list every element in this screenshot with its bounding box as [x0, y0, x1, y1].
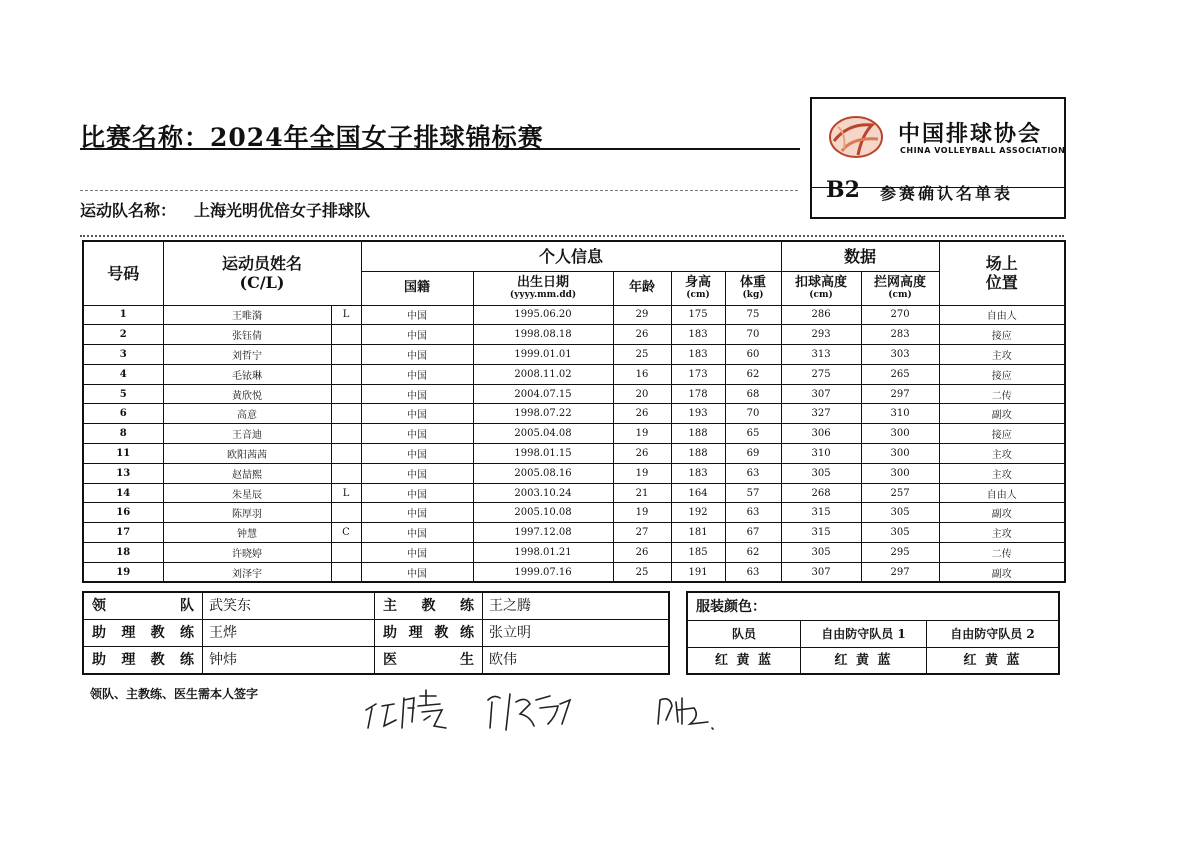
- signature-note: 领队、主教练、医生需本人签字: [90, 687, 259, 701]
- uniform-colors-box: [686, 591, 1060, 675]
- table-row: [83, 325, 1065, 345]
- player-age: 21: [613, 483, 671, 503]
- player-nationality: 中国: [361, 325, 473, 345]
- name-header-label: 运动员姓名: [222, 254, 303, 274]
- player-spike-height: 310: [781, 444, 861, 464]
- player-nationality: 中国: [361, 444, 473, 464]
- roster-body: [83, 305, 1065, 582]
- player-weight: 63: [725, 503, 781, 523]
- table-row: [83, 562, 1065, 582]
- player-weight: 70: [725, 325, 781, 345]
- association-logo-box: [810, 97, 1066, 219]
- player-number: 8: [83, 424, 163, 444]
- position-header-label2: 位置: [985, 273, 1018, 293]
- player-role-mark: [331, 345, 361, 365]
- player-age: 16: [613, 364, 671, 384]
- player-height: 193: [671, 404, 725, 424]
- head-coach-label: 主 教 练: [374, 593, 482, 619]
- number-header: 号码: [83, 241, 163, 305]
- player-name: 张钰倩: [163, 325, 331, 345]
- player-block-height: 300: [861, 463, 939, 483]
- player-birth-date: 1999.01.01: [473, 345, 613, 365]
- player-block-height: 295: [861, 543, 939, 563]
- form-code: B2: [826, 177, 860, 203]
- player-number: 4: [83, 364, 163, 384]
- player-role-mark: [331, 562, 361, 582]
- divider: [80, 235, 1064, 237]
- birth-header-label: 出生日期: [517, 275, 570, 290]
- player-block-height: 257: [861, 483, 939, 503]
- player-role-mark: [331, 444, 361, 464]
- player-name: 陈厚羽: [163, 503, 331, 523]
- player-name: 许晓婷: [163, 543, 331, 563]
- player-height: 183: [671, 325, 725, 345]
- player-birth-date: 1995.06.20: [473, 305, 613, 325]
- player-block-height: 297: [861, 384, 939, 404]
- player-nationality: 中国: [361, 562, 473, 582]
- player-nationality: 中国: [361, 404, 473, 424]
- player-position: 接应: [939, 424, 1065, 444]
- player-spike-height: 327: [781, 404, 861, 424]
- player-spike-height: 315: [781, 523, 861, 543]
- player-nationality: 中国: [361, 364, 473, 384]
- player-position: 主攻: [939, 523, 1065, 543]
- player-position: 副攻: [939, 562, 1065, 582]
- player-name: 欧阳茜茜: [163, 444, 331, 464]
- table-row: [83, 463, 1065, 483]
- player-uniform-header: 队员: [731, 627, 756, 641]
- player-birth-date: 2008.11.02: [473, 364, 613, 384]
- table-row: [83, 384, 1065, 404]
- player-weight: 68: [725, 384, 781, 404]
- player-height: 188: [671, 444, 725, 464]
- player-spike-height: 275: [781, 364, 861, 384]
- table-row: [83, 444, 1065, 464]
- team-label: 运动队名称：: [80, 201, 177, 220]
- position-header: [939, 241, 1065, 305]
- assistant-coach-name: 张立明: [482, 620, 668, 646]
- association-name-cn: 中国排球协会: [898, 121, 1043, 147]
- volleyball-emblem-icon: [828, 115, 884, 159]
- player-position: 接应: [939, 325, 1065, 345]
- staff-row: [84, 647, 668, 673]
- player-number: 5: [83, 384, 163, 404]
- player-spike-height: 307: [781, 384, 861, 404]
- birth-format-label: (yyyy.mm.dd): [509, 290, 577, 300]
- team-name: 上海光明优倍女子排球队: [194, 201, 371, 220]
- player-block-height: 265: [861, 364, 939, 384]
- player-weight: 65: [725, 424, 781, 444]
- assistant-coach-label: 助 理 教 练: [92, 652, 194, 668]
- player-height: 183: [671, 463, 725, 483]
- player-position: 二传: [939, 384, 1065, 404]
- staff-row: [84, 620, 668, 647]
- player-spike-height: 293: [781, 325, 861, 345]
- player-number: 1: [83, 305, 163, 325]
- table-row: [83, 345, 1065, 365]
- player-name: 钟慧: [163, 523, 331, 543]
- player-name: 黄欣悦: [163, 384, 331, 404]
- assistant-coach-label: 助 理 教 练: [92, 625, 194, 641]
- player-nationality: 中国: [361, 543, 473, 563]
- player-nationality: 中国: [361, 483, 473, 503]
- player-number: 13: [83, 463, 163, 483]
- table-row: [83, 424, 1065, 444]
- association-name-en: CHINA VOLLEYBALL ASSOCIATION: [900, 146, 1066, 155]
- player-block-height: 283: [861, 325, 939, 345]
- player-height: 191: [671, 562, 725, 582]
- player-role-mark: L: [331, 483, 361, 503]
- table-row: [83, 305, 1065, 325]
- player-position: 自由人: [939, 483, 1065, 503]
- player-weight: 69: [725, 444, 781, 464]
- table-row: [83, 523, 1065, 543]
- player-name: 赵喆熙: [163, 463, 331, 483]
- player-block-height: 305: [861, 503, 939, 523]
- player-number: 2: [83, 325, 163, 345]
- title-underline: [80, 148, 800, 150]
- doctor-name: 欧伟: [482, 647, 668, 673]
- player-birth-date: 1998.01.21: [473, 543, 613, 563]
- competition-name: 2024年全国女子排球锦标赛: [210, 123, 544, 152]
- player-birth-date: 1998.08.18: [473, 325, 613, 345]
- player-uniform-colors: 红 黄 蓝: [714, 653, 774, 668]
- birth-header: [473, 271, 613, 305]
- assistant-coach-label: 助 理 教 练: [374, 620, 482, 646]
- unit-label: (cm): [686, 290, 710, 300]
- player-age: 25: [613, 345, 671, 365]
- unit-label: (kg): [742, 290, 764, 300]
- player-weight: 63: [725, 463, 781, 483]
- player-role-mark: [331, 503, 361, 523]
- player-spike-height: 305: [781, 543, 861, 563]
- player-birth-date: 1998.01.15: [473, 444, 613, 464]
- libero2-uniform-colors: 红 黄 蓝: [926, 648, 1058, 673]
- player-nationality: 中国: [361, 463, 473, 483]
- player-role-mark: C: [331, 523, 361, 543]
- leader-name: 武笑东: [202, 593, 374, 619]
- player-weight: 70: [725, 404, 781, 424]
- block-header: [861, 271, 939, 305]
- player-name: 王唯漪: [163, 305, 331, 325]
- assistant-coach-name: 王烨: [202, 620, 374, 646]
- age-header: 年龄: [613, 271, 671, 305]
- player-nationality: 中国: [361, 424, 473, 444]
- player-birth-date: 1997.12.08: [473, 523, 613, 543]
- table-row: [83, 503, 1065, 523]
- uniform-title-row: [688, 593, 1058, 621]
- player-spike-height: 306: [781, 424, 861, 444]
- uniform-header-row: [688, 621, 1058, 648]
- player-name: 高意: [163, 404, 331, 424]
- player-height: 164: [671, 483, 725, 503]
- position-header-label: 场上: [985, 254, 1018, 274]
- weight-header-label: 体重: [740, 275, 767, 290]
- table-row: [83, 364, 1065, 384]
- player-name: 朱星辰: [163, 483, 331, 503]
- unit-label: (cm): [809, 290, 833, 300]
- player-nationality: 中国: [361, 345, 473, 365]
- player-height: 173: [671, 364, 725, 384]
- player-spike-height: 313: [781, 345, 861, 365]
- player-weight: 62: [725, 543, 781, 563]
- player-number: 6: [83, 404, 163, 424]
- height-header: [671, 271, 725, 305]
- spike-header: [781, 271, 861, 305]
- data-header: 数据: [781, 241, 939, 271]
- player-nationality: 中国: [361, 305, 473, 325]
- player-age: 19: [613, 463, 671, 483]
- player-nationality: 中国: [361, 503, 473, 523]
- player-height: 185: [671, 543, 725, 563]
- player-number: 17: [83, 523, 163, 543]
- staff-box: [82, 591, 670, 675]
- player-age: 25: [613, 562, 671, 582]
- player-position: 副攻: [939, 503, 1065, 523]
- player-number: 18: [83, 543, 163, 563]
- form-name: 参赛确认名单表: [880, 184, 1014, 203]
- player-position: 主攻: [939, 444, 1065, 464]
- player-spike-height: 305: [781, 463, 861, 483]
- player-nationality: 中国: [361, 523, 473, 543]
- doctor-label: 医 生: [374, 647, 482, 673]
- player-height: 181: [671, 523, 725, 543]
- team-line: [80, 198, 370, 221]
- player-role-mark: [331, 543, 361, 563]
- player-spike-height: 286: [781, 305, 861, 325]
- player-age: 26: [613, 444, 671, 464]
- player-block-height: 270: [861, 305, 939, 325]
- nationality-header: 国籍: [361, 271, 473, 305]
- player-role-mark: [331, 404, 361, 424]
- libero2-uniform-header: 自由防守队员 2: [926, 621, 1058, 647]
- player-birth-date: 1999.07.16: [473, 562, 613, 582]
- player-height: 188: [671, 424, 725, 444]
- staff-row: [84, 593, 668, 620]
- player-age: 27: [613, 523, 671, 543]
- divider: [80, 190, 798, 191]
- player-position: 二传: [939, 543, 1065, 563]
- player-birth-date: 2004.07.15: [473, 384, 613, 404]
- player-height: 183: [671, 345, 725, 365]
- player-block-height: 300: [861, 424, 939, 444]
- player-number: 11: [83, 444, 163, 464]
- player-spike-height: 315: [781, 503, 861, 523]
- player-name: 刘泽宇: [163, 562, 331, 582]
- player-role-mark: [331, 364, 361, 384]
- player-block-height: 300: [861, 444, 939, 464]
- player-block-height: 305: [861, 523, 939, 543]
- player-age: 26: [613, 543, 671, 563]
- uniform-title: 服装颜色：: [696, 599, 766, 615]
- player-age: 19: [613, 503, 671, 523]
- player-number: 14: [83, 483, 163, 503]
- spike-header-label: 扣球高度: [795, 275, 848, 290]
- head-coach-name: 王之腾: [482, 593, 668, 619]
- player-position: 主攻: [939, 345, 1065, 365]
- player-name: 王音迪: [163, 424, 331, 444]
- player-birth-date: 2003.10.24: [473, 483, 613, 503]
- player-age: 20: [613, 384, 671, 404]
- player-height: 175: [671, 305, 725, 325]
- player-role-mark: [331, 424, 361, 444]
- libero1-uniform-colors: 红 黄 蓝: [800, 648, 926, 673]
- roster-table: [82, 240, 1066, 583]
- player-birth-date: 1998.07.22: [473, 404, 613, 424]
- player-role-mark: L: [331, 305, 361, 325]
- player-number: 16: [83, 503, 163, 523]
- player-height: 178: [671, 384, 725, 404]
- player-weight: 67: [725, 523, 781, 543]
- player-birth-date: 2005.10.08: [473, 503, 613, 523]
- name-header: [163, 241, 361, 305]
- player-age: 19: [613, 424, 671, 444]
- player-nationality: 中国: [361, 384, 473, 404]
- player-block-height: 297: [861, 562, 939, 582]
- libero1-uniform-header: 自由防守队员 1: [800, 621, 926, 647]
- player-age: 29: [613, 305, 671, 325]
- player-name: 刘哲宁: [163, 345, 331, 365]
- player-weight: 63: [725, 562, 781, 582]
- player-role-mark: [331, 384, 361, 404]
- table-row: [83, 543, 1065, 563]
- player-block-height: 310: [861, 404, 939, 424]
- player-weight: 75: [725, 305, 781, 325]
- player-role-mark: [331, 463, 361, 483]
- cl-header-label: (C/L): [239, 273, 285, 293]
- table-row: [83, 483, 1065, 503]
- player-number: 3: [83, 345, 163, 365]
- competition-label: 比赛名称：: [80, 123, 211, 152]
- player-position: 主攻: [939, 463, 1065, 483]
- personal-info-header: 个人信息: [361, 241, 781, 271]
- height-header-label: 身高: [685, 275, 712, 290]
- player-role-mark: [331, 325, 361, 345]
- player-position: 接应: [939, 364, 1065, 384]
- player-weight: 60: [725, 345, 781, 365]
- unit-label: (cm): [888, 290, 912, 300]
- player-number: 19: [83, 562, 163, 582]
- block-header-label: 拦网高度: [874, 275, 927, 290]
- leader-label: 领 队: [92, 598, 194, 614]
- player-age: 26: [613, 325, 671, 345]
- player-birth-date: 2005.08.16: [473, 463, 613, 483]
- player-position: 自由人: [939, 305, 1065, 325]
- player-block-height: 303: [861, 345, 939, 365]
- player-age: 26: [613, 404, 671, 424]
- player-position: 副攻: [939, 404, 1065, 424]
- player-spike-height: 307: [781, 562, 861, 582]
- player-weight: 57: [725, 483, 781, 503]
- player-height: 192: [671, 503, 725, 523]
- player-spike-height: 268: [781, 483, 861, 503]
- player-birth-date: 2005.04.08: [473, 424, 613, 444]
- player-name: 毛铱琳: [163, 364, 331, 384]
- handwritten-signatures: [360, 680, 740, 740]
- weight-header: [725, 271, 781, 305]
- table-row: [83, 404, 1065, 424]
- player-weight: 62: [725, 364, 781, 384]
- assistant-coach-name: 钟炜: [202, 647, 374, 673]
- uniform-colors-row: [688, 648, 1058, 673]
